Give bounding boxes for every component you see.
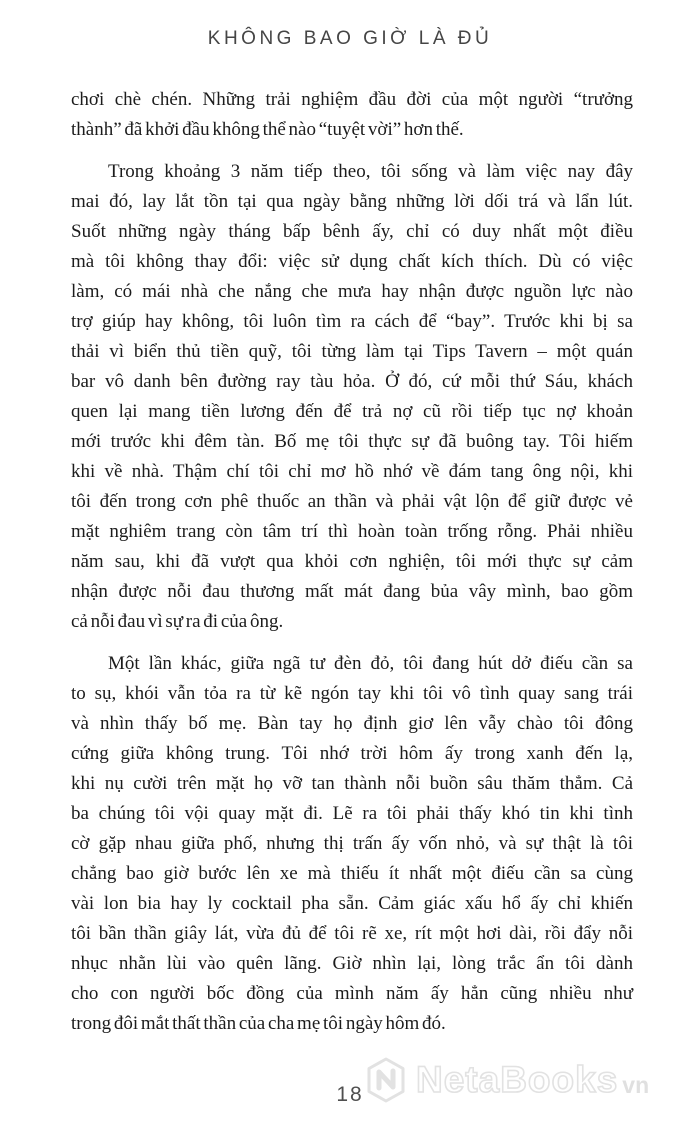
text-line: tôi đến trong cơn phê thuốc an thần và phải vật lộn để giữ được vẻ — [71, 491, 633, 512]
watermark-suffix-text: vn — [622, 1072, 650, 1098]
watermark — [364, 1056, 649, 1104]
text-line: cả nỗi đau vì sự ra đi của ông. — [71, 611, 284, 632]
text-line: năm sau, khi đã vượt qua khỏi cơn nghiện, tôi mới thực sự cảm — [71, 551, 633, 572]
text-line: làm, có mái nhà che nắng che mưa hay nhận được nguồn lực nào — [71, 281, 633, 302]
text-line: khi về nhà. Thậm chí tôi chỉ mơ hồ nhớ về đám tang ông nội, khi — [71, 461, 633, 482]
text-line: ba chúng tôi vội quay mặt đi. Lẽ ra tôi phải thấy khó tin khi tình — [71, 803, 633, 824]
text-line: trong đôi mắt thất thần của cha mẹ tôi ngày hôm đó. — [71, 1013, 446, 1034]
text-line: to sụ, khói vẫn tỏa ra từ kẽ ngón tay khi tôi vô tình quay sang trái — [71, 683, 633, 704]
text-line: cho con người bốc đồng của mình năm ấy hẳn cũng nhiều như — [71, 983, 633, 1004]
paragraph — [71, 649, 633, 1039]
text-line: trợ giúp hay không, tôi luôn tìm ra cách để “bay”. Trước khi bị sa — [71, 311, 633, 332]
text-line: chẳng bao giờ bước lên xe mà thiếu ít nhất một điếu cần sa cùng — [71, 863, 633, 884]
text-line: mặt nghiêm trang còn tâm trí thì hoàn toàn trống rỗng. Phải nhiều — [71, 521, 633, 542]
text-line: mà tôi không thay đổi: việc sử dụng chất kích thích. Dù có việc — [71, 251, 633, 272]
text-line: cứng giữa không trung. Tôi nhớ trời hôm ấy trong xanh đến lạ, — [71, 743, 633, 764]
running-header-title: KHÔNG BAO GIỜ LÀ ĐỦ — [207, 28, 493, 49]
text-line: và nhìn thấy bố mẹ. Bàn tay họ định giơ lên vẫy chào tôi đông — [71, 713, 633, 734]
text-line: vài lon bia hay ly cocktail pha sẵn. Cảm giác xấu hổ ấy chỉ khiến — [71, 893, 633, 914]
text-line: Một lần khác, giữa ngã tư đèn đỏ, tôi đang hút dở điếu cần sa — [108, 653, 633, 674]
text-line: nhận được nỗi đau thương mất mát đang bủa vây mình, bao gồm — [71, 581, 633, 602]
text-line: Suốt những ngày tháng bấp bênh ấy, chỉ có duy nhất một điều — [71, 221, 633, 242]
text-line: tôi bần thần giây lát, vừa đủ để tôi rẽ xe, rít một hơi dài, rồi đẩy nỗi — [71, 923, 633, 944]
text-line: mới trước khi đêm tàn. Bố mẹ tôi thực sự đã buông tay. Tôi hiếm — [71, 431, 633, 452]
netabooks-logo-icon — [364, 1056, 408, 1104]
text-line: nhục nhằn lùi vào quên lãng. Giờ nhìn lại, lòng trắc ẩn tôi dành — [71, 953, 633, 974]
watermark-brand-text: NetaBooks — [416, 1059, 619, 1100]
text-line: thải vì biển thủ tiền quỹ, tôi từng làm tại Tips Tavern – một quán — [71, 341, 633, 362]
text-line: bar vô danh bên đường ray tàu hỏa. Ở đó, cứ mỗi thứ Sáu, khách — [71, 371, 633, 392]
paragraph — [71, 85, 633, 145]
page-number: 18 — [336, 1083, 364, 1106]
body-text — [71, 85, 633, 1051]
text-line: khi nụ cười trên mặt họ vỡ tan thành nỗi buồn sâu thăm thẳm. Cả — [71, 773, 633, 794]
text-line: quen lại mang tiền lương đến để trả nợ cũ rồi tiếp tục nợ khoản — [71, 401, 633, 422]
text-line: thành” đã khởi đầu không thể nào “tuyệt vời” hơn thế. — [71, 119, 464, 140]
text-line: mai đó, lay lắt tồn tại qua ngày bằng những lời dối trá và lẩn lút. — [71, 191, 633, 212]
paragraph — [71, 157, 633, 637]
text-line: cờ gặp nhau giữa phố, nhưng thị trấn ấy vốn nhỏ, và sự thật là tôi — [71, 833, 633, 854]
text-line: Trong khoảng 3 năm tiếp theo, tôi sống và làm việc nay đây — [108, 161, 633, 182]
text-line: chơi chè chén. Những trải nghiệm đầu đời của một người “trưởng — [71, 89, 633, 110]
